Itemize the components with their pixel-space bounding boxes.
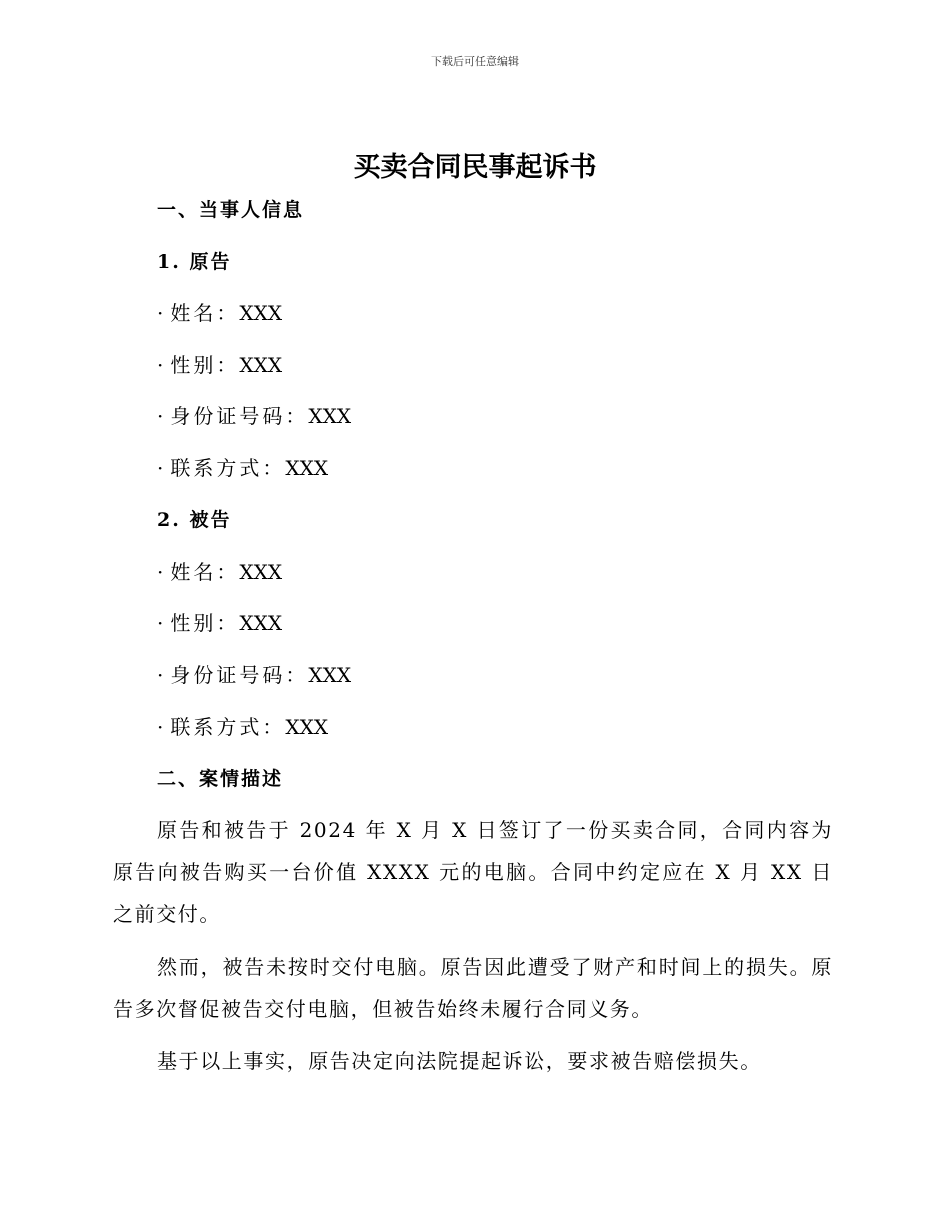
plaintiff-contact-field (157, 453, 328, 483)
case-paragraph-2: 然而，被告未按时交付电脑。原告因此遭受了财产和时间上的损失。原告多次督促被告交付电脑，但被告始终未履行合同义务。 (113, 955, 833, 1021)
case-paragraph-1: 原告和被告于 2024 年 X 月 X 日签订了一份买卖合同，合同内容为原告向被告购买一台价值 XXXX 元的电脑。合同中约定应在 X 月 XX 日之前交付。 (113, 818, 833, 926)
case-paragraph-3: 基于以上事实，原告决定向法院提起诉讼，要求被告赔偿损失。 (157, 1049, 762, 1073)
page-header-note: 下载后可任意编辑 (431, 55, 519, 68)
field-value: XXX (239, 353, 283, 377)
field-label: 身份证号码： (170, 404, 309, 428)
field-value: XXX (239, 301, 283, 325)
section-heading-case: 二、案情描述 (157, 768, 284, 790)
plaintiff-id-field (157, 401, 351, 431)
bullet-dot: · (157, 715, 167, 739)
field-value: XXX (308, 404, 352, 428)
plaintiff-heading: 1. 原告 (157, 251, 232, 273)
plaintiff-name-field (157, 298, 282, 328)
field-label: 姓名： (170, 560, 240, 584)
bullet-dot: · (157, 301, 167, 325)
field-value: XXX (285, 456, 329, 480)
defendant-contact-field (157, 712, 328, 742)
defendant-heading: 2. 被告 (157, 509, 232, 531)
field-value: XXX (239, 611, 283, 635)
field-label: 身份证号码： (170, 663, 309, 687)
bullet-dot: · (157, 353, 167, 377)
defendant-gender-field (157, 608, 282, 638)
field-label: 性别： (170, 353, 240, 377)
document-title: 买卖合同民事起诉书 (353, 152, 597, 183)
field-label: 性别： (170, 611, 240, 635)
bullet-dot: · (157, 560, 167, 584)
field-value: XXX (308, 663, 352, 687)
field-value: XXX (285, 715, 329, 739)
field-label: 联系方式： (170, 715, 286, 739)
bullet-dot: · (157, 663, 167, 687)
field-value: XXX (239, 560, 283, 584)
section-heading-parties: 一、当事人信息 (157, 199, 305, 221)
bullet-dot: · (157, 456, 167, 480)
defendant-id-field (157, 660, 351, 690)
plaintiff-gender-field (157, 350, 282, 380)
field-label: 姓名： (170, 301, 240, 325)
field-label: 联系方式： (170, 456, 286, 480)
defendant-name-field (157, 557, 282, 587)
bullet-dot: · (157, 404, 167, 428)
bullet-dot: · (157, 611, 167, 635)
